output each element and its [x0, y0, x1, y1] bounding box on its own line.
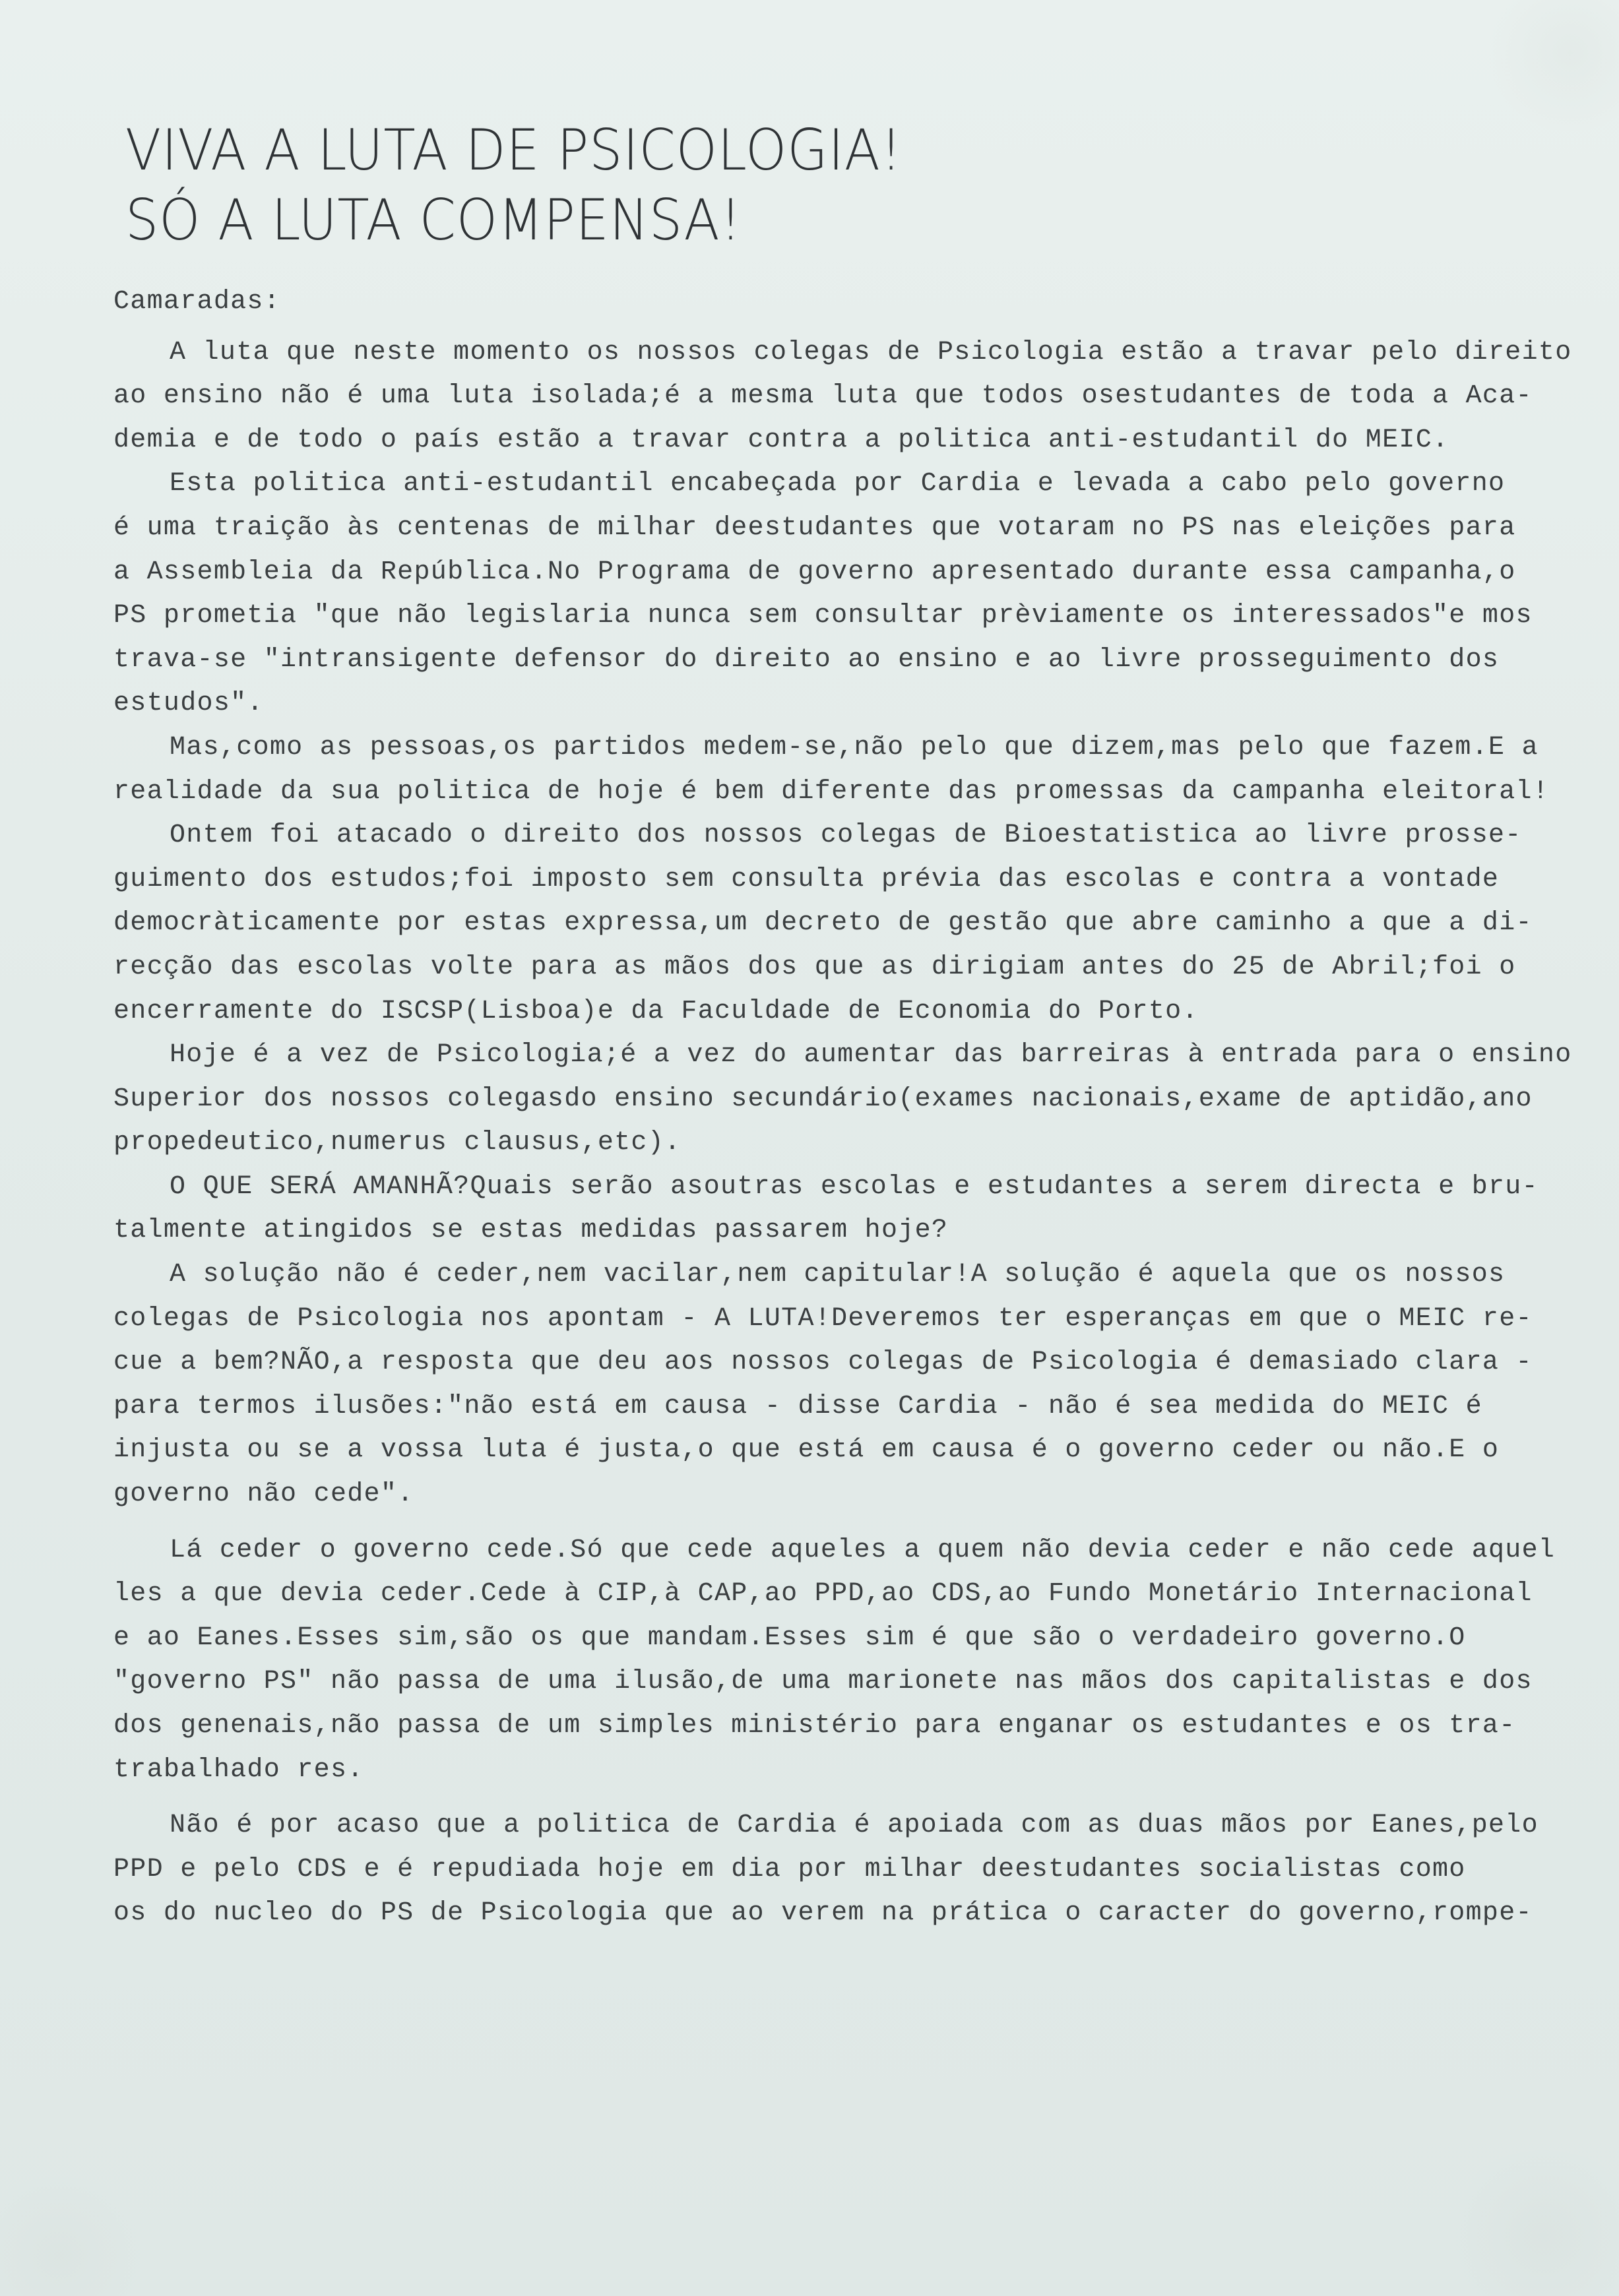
paragraph — [113, 462, 1545, 726]
text-line: colegas de Psicologia nos apontam - A LUTA!Deveremos ter esperanças em que o MEIC re- — [113, 1303, 1533, 1334]
text-line: governo não cede". — [113, 1479, 414, 1510]
text-line: injusta ou se a vossa luta é justa,o que está em causa é o governo ceder ou não.E o — [113, 1435, 1500, 1466]
leaflet-title — [125, 115, 902, 255]
text-line: propedeutico,numerus clausus,etc). — [113, 1128, 682, 1158]
text-line: Mas,como as pessoas,os partidos medem-se,não pelo que dizem,mas pelo que fazem.E a — [170, 732, 1539, 762]
text-line: Superior dos nossos colegasdo ensino secundário(exames nacionais,exame de aptidão,ano — [113, 1084, 1533, 1114]
text-line: democràticamente por estas expressa,um decreto de gestão que abre caminho a que a di- — [113, 908, 1533, 939]
paragraph-gap — [113, 1792, 1545, 1804]
text-line: estudos". — [113, 689, 264, 719]
text-line: a Assembleia da República.No Programa de governo apresentado durante essa campanha,o — [113, 557, 1516, 587]
text-line: realidade da sua politica de hoje é bem diferente das promessas da campanha eleitoral! — [113, 776, 1550, 807]
text-line: PS prometia "que não legislaria nunca sem consultar prèviamente os interessados"e mos — [113, 601, 1533, 631]
paragraph — [113, 331, 1572, 463]
text-line: A luta que neste momento os nossos colegas de Psicologia estão a travar pelo direito — [170, 337, 1572, 367]
paragraph — [113, 1034, 1572, 1165]
text-line: para termos ilusões:"não está em causa - disse Cardia - não é sea medida do MEIC é — [113, 1391, 1482, 1421]
text-line: O QUE SERÁ AMANHÃ?Quais serão asoutras escolas e estudantes a serem directa e bru- — [170, 1171, 1539, 1202]
text-line: e ao Eanes.Esses sim,são os que mandam.Esses sim é que são o verdadeiro governo.O — [113, 1623, 1466, 1653]
text-line: dos genenais,não passa de um simples ministério para enganar os estudantes e os tra- — [113, 1711, 1516, 1741]
title-line: VIVA A LUTA DE PSICOLOGIA! — [125, 117, 903, 183]
text-line: "governo PS" não passa de uma ilusão,de uma marionete nas mãos dos capitalistas e dos — [113, 1667, 1533, 1697]
paper-stain — [1438, 2150, 1619, 2296]
paragraph — [113, 814, 1545, 1034]
paper-stain — [0, 2177, 158, 2296]
text-line: recção das escolas volte para as mãos dos que as dirigiam antes do 25 de Abril;foi o — [113, 952, 1516, 982]
text-line: cue a bem?NÃO,a resposta que deu aos nossos colegas de Psicologia é demasiado clara - — [113, 1348, 1533, 1378]
text-line: talmente atingidos se estas medidas passarem hoje? — [113, 1216, 949, 1246]
paragraph — [113, 1804, 1545, 1936]
text-line: os do nucleo do PS de Psicologia que ao verem na prática o caracter do governo,rompe- — [113, 1898, 1533, 1929]
text-line: Hoje é a vez de Psicologia;é a vez do aumentar das barreiras à entrada para o ensino — [170, 1040, 1572, 1070]
paragraph-gap — [113, 1517, 1545, 1529]
text-line: PPD e pelo CDS e é repudiada hoje em dia por milhar deestudantes socialistas como — [113, 1854, 1466, 1884]
text-line: é uma traição às centenas de milhar deestudantes que votaram no PS nas eleições para — [113, 512, 1516, 543]
text-line: demia e de todo o país estão a travar contra a politica anti-estudantil do MEIC. — [113, 425, 1449, 455]
text-line: A solução não é ceder,nem vacilar,nem capitular!A solução é aquela que os nossos — [170, 1260, 1506, 1290]
greeting: Camaradas: — [113, 287, 281, 317]
title-line: SÓ A LUTA COMPENSA! — [125, 187, 742, 253]
paragraph — [113, 1529, 1556, 1793]
text-line: trabalhado res. — [113, 1754, 364, 1785]
text-line: encerramente do ISCSP(Lisboa)e da Faculdade de Economia do Porto. — [113, 996, 1199, 1026]
text-line: Esta politica anti-estudantil encabeçada por Cardia e levada a cabo pelo governo — [170, 469, 1506, 499]
text-line: ao ensino não é uma luta isolada;é a mesma luta que todos osestudantes de toda a Aca- — [113, 381, 1533, 412]
text-line: trava-se "intransigente defensor do direito ao ensino e ao livre prosseguimento dos — [113, 644, 1500, 675]
text-line: Não é por acaso que a politica de Cardia é apoiada com as duas mãos por Eanes,pelo — [170, 1811, 1539, 1841]
text-line: Ontem foi atacado o direito dos nossos colegas de Bioestatistica ao livre prosse- — [170, 821, 1522, 851]
paragraph — [113, 1253, 1545, 1517]
paper-stain — [1484, 0, 1619, 132]
paragraph — [113, 726, 1550, 814]
text-line: guimento dos estudos;foi imposto sem consulta prévia das escolas e contra a vontade — [113, 864, 1500, 894]
leaflet-body — [113, 280, 1572, 1936]
text-line: les a que devia ceder.Cede à CIP,à CAP,ao PPD,ao CDS,ao Fundo Monetário Internacional — [113, 1579, 1533, 1609]
text-line: Lá ceder o governo cede.Só que cede aqueles a quem não devia ceder e não cede aquel — [170, 1535, 1556, 1565]
paragraph — [113, 1165, 1545, 1253]
